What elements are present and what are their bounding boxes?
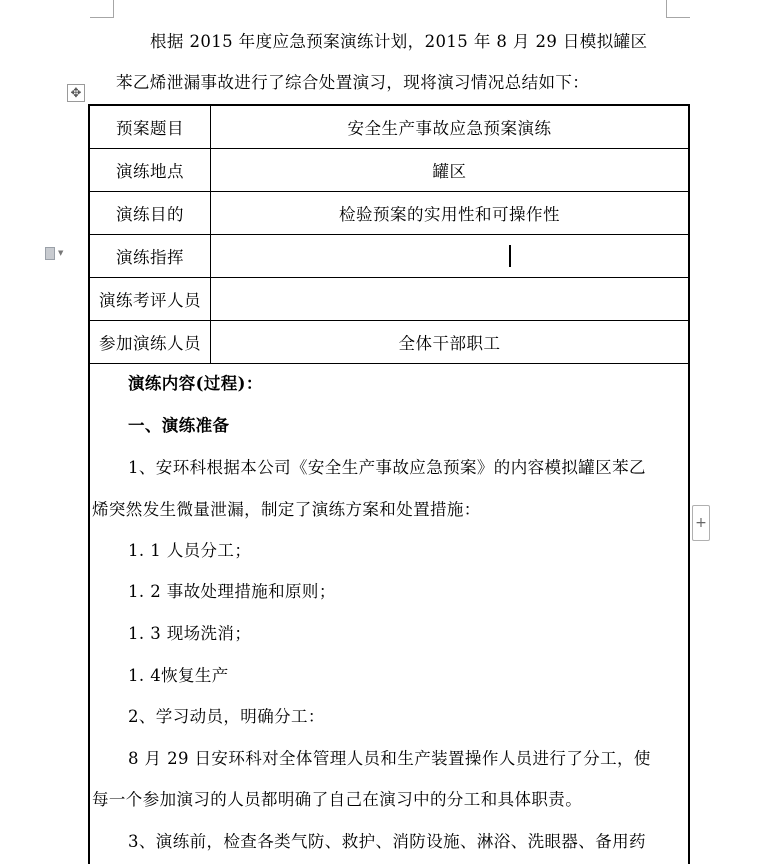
margin-mark-right-vertical — [666, 0, 667, 17]
row-label: 参加演练人员 — [90, 321, 211, 363]
row-label: 演练目的 — [90, 192, 211, 234]
table-row — [90, 192, 688, 235]
row-value[interactable]: 全体干部职工 — [398, 334, 501, 353]
para-4-line-1: 3、演练前，检查各类气防、救护、消防设施、淋浴、洗眼器、备用药 — [128, 832, 646, 851]
row-value[interactable]: 罐区 — [432, 162, 467, 181]
intro-line-2: 苯乙烯泄漏事故进行了综合处置演习，现将演习情况总结如下： — [116, 73, 590, 92]
para-1-line-2: 烯突然发生微量泄漏，制定了演练方案和处置措施： — [92, 500, 481, 519]
chevron-down-icon: ▼ — [58, 249, 64, 257]
table-row — [90, 106, 688, 149]
document-icon — [45, 247, 55, 260]
row-value[interactable]: 安全生产事故应急预案演练 — [347, 119, 552, 138]
row-value-commander[interactable] — [211, 235, 688, 277]
table-row — [90, 278, 688, 321]
row-label: 演练考评人员 — [90, 278, 211, 320]
row-label: 演练地点 — [90, 149, 211, 191]
list-item: 1. 3 现场洗消； — [128, 624, 252, 643]
list-item: 1. 1 人员分工； — [128, 541, 252, 560]
intro-line-1: 根据 2015 年度应急预案演练计划，2015 年 8 月 29 日模拟罐区 — [150, 32, 648, 51]
row-value[interactable]: 检验预案的实用性和可操作性 — [339, 205, 560, 224]
margin-mark-left-vertical — [113, 0, 114, 17]
table-row — [90, 149, 688, 192]
add-row-button[interactable] — [692, 505, 710, 541]
move-icon: ✥ — [70, 85, 82, 101]
text-cursor — [509, 245, 511, 267]
para-3-line-1: 8 月 29 日安环科对全体管理人员和生产装置操作人员进行了分工，使 — [128, 749, 651, 768]
row-value[interactable] — [211, 278, 688, 320]
list-item: 1. 4恢复生产 — [128, 666, 229, 685]
para-3-line-2: 每一个参加演习的人员都明确了自己在演习中的分工和具体职责。 — [92, 790, 583, 809]
table-move-handle[interactable] — [67, 84, 85, 102]
content-heading: 演练内容(过程)： — [128, 374, 263, 393]
table-row — [90, 321, 688, 364]
table-row — [90, 235, 688, 278]
section-1-title: 一、演练准备 — [128, 416, 230, 435]
row-label: 预案题目 — [90, 106, 211, 148]
para-1-line-1: 1、安环科根据本公司《安全生产事故应急预案》的内容模拟罐区苯乙 — [128, 458, 646, 477]
margin-mark-left-horizontal — [90, 17, 114, 18]
margin-mark-right-horizontal — [666, 17, 690, 18]
paragraph-options-button[interactable] — [45, 245, 75, 261]
plus-icon: + — [695, 515, 707, 531]
para-2: 2、学习动员，明确分工： — [128, 707, 325, 726]
row-label: 演练指挥 — [90, 235, 211, 277]
list-item: 1. 2 事故处理措施和原则； — [128, 582, 336, 601]
